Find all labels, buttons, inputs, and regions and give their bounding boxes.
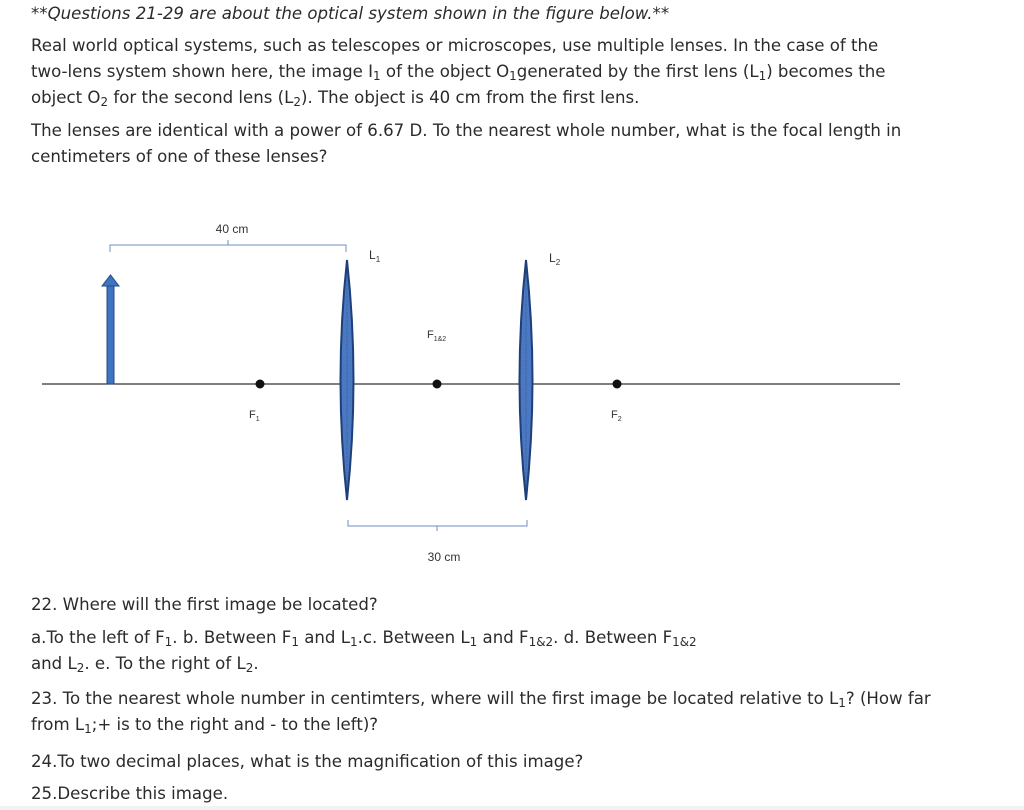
lens-2-label: $L_2$ [549, 251, 561, 267]
object-distance-bracket [110, 245, 346, 252]
bottom-bar [0, 806, 1024, 810]
lens-separation-label: 30 cm [427, 550, 461, 564]
question-25: 25.Describe this image. [31, 784, 229, 803]
question-24: 24.To two decimal places, what is the magnification of this image? [31, 752, 584, 771]
lens-separation-bracket [348, 520, 527, 526]
lens-2 [520, 260, 533, 500]
focal-point-f2 [613, 380, 622, 389]
object-arrow [102, 275, 119, 384]
question-21: The lenses are identical with a power of 6.67 D. To the nearest whole number, what is the focal length in centimeters of one of these lenses? [31, 121, 902, 166]
focal-point-f1-label: $F_1$ [249, 409, 260, 423]
question-22: 22. Where will the first image be located? [31, 595, 378, 614]
question-22-options: a.To the left of $F_1$. b. Between $F_1$ and $L_1.c$. Between $L_1$ and $F_{1\&2}$. d. Between $F_{1\&2}$ and $L_2$. e. To the right of $L_2$. [31, 628, 697, 675]
lens-1-label: $L_1$ [369, 248, 381, 264]
section-heading: **Questions 21-29 are about the optical system shown in the figure below.** [31, 4, 670, 23]
focal-point-f1 [256, 380, 265, 389]
question-23: 23. To the nearest whole number in centimters, where will the first image be located relative to $L_1$? (How far from $L_1;+$ is to the right and - to the left)? [31, 689, 931, 736]
object-distance-label: 40 cm [215, 222, 249, 236]
intro-paragraph: Real world optical systems, such as telescopes or microscopes, use multiple lenses. In the case of the two-lens system shown here, the image $I_1$ of the object $O_1generated$ by the first lens $(L_1)$ becomes the object $O_2$ for the second lens $(L_2)$. The object is 40 cm from the first lens. [31, 36, 886, 109]
focal-point-f12 [433, 380, 442, 389]
lens-1 [341, 260, 354, 500]
focal-point-f12-label: $F_{1\&2}$ [427, 329, 447, 343]
optical-system-figure [0, 200, 1024, 580]
focal-point-f2-label: $F_2$ [611, 409, 622, 423]
